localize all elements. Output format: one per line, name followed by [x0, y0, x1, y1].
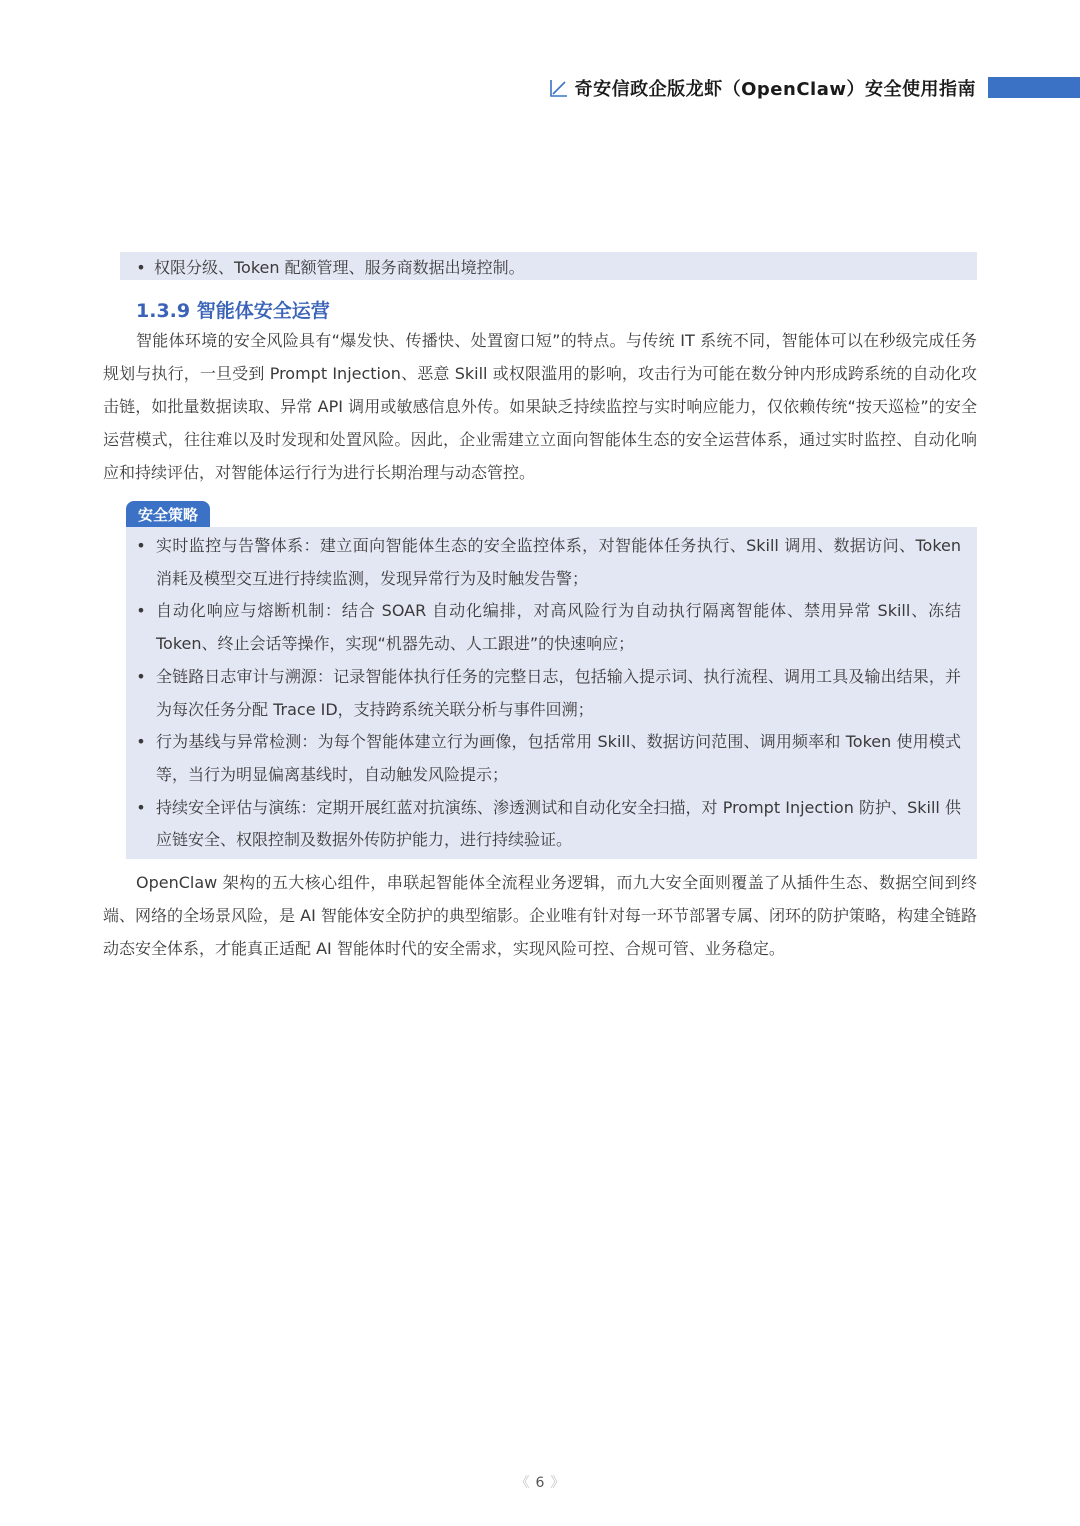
bullet-dot: •: [136, 797, 146, 817]
strategy-item-text: 全链路日志审计与溯源：记录智能体执行任务的完整日志，包括输入提示词、执行流程、调用工具及输出结果，并为每次任务分配 Trace ID，支持跨系统关联分析与事件回溯；: [156, 666, 961, 719]
page-number: [0, 1472, 1080, 1492]
top-bullet-text: 权限分级、Token 配额管理、服务商数据出境控制。: [154, 257, 525, 277]
page-number-value: 6: [535, 1475, 545, 1491]
bullet-dot: •: [136, 732, 146, 752]
strategy-item: [126, 792, 977, 857]
strategy-item: [126, 530, 977, 595]
strategy-box: [126, 527, 977, 859]
bullet-dot: •: [136, 666, 146, 686]
top-bullet-box: [120, 252, 977, 280]
chart-line-icon: [549, 78, 569, 98]
header-accent-bar: [988, 77, 1080, 98]
strategy-item-text: 实时监控与告警体系：建立面向智能体生态的安全监控体系，对智能体任务执行、Skill 调用、数据访问、Token 消耗及模型交互进行持续监测，发现异常行为及时触发告警；: [156, 536, 961, 588]
bullet-dot: •: [136, 257, 146, 277]
strategy-list: [126, 530, 977, 857]
page-bracket-left: 《: [515, 1475, 530, 1491]
strategy-tag: 安全策略: [126, 501, 210, 527]
strategy-item-text: 自动化响应与熔断机制：结合 SOAR 自动化编排，对高风险行为自动执行隔离智能体、禁用异常 Skill、冻结 Token、终止会话等操作，实现“机器先动、人工跟进”的快速响应；: [156, 601, 961, 654]
section-heading: 1.3.9 智能体安全运营: [136, 300, 330, 322]
strategy-item: [126, 661, 977, 726]
document-title: 奇安信政企版龙虾（OpenClaw）安全使用指南: [574, 79, 976, 100]
strategy-item-text: 行为基线与异常检测：为每个智能体建立行为画像，包括常用 Skill、数据访问范围、调用频率和 Token 使用模式等，当行为明显偏离基线时，自动触发风险提示；: [156, 732, 961, 784]
intro-paragraph: 智能体环境的安全风险具有“爆发快、传播快、处置窗口短”的特点。与传统 IT 系统不同，智能体可以在秒级完成任务规划与执行，一旦受到 Prompt Injection、恶意 Skill 或权限滥用的影响，攻击行为可能在数分钟内形成跨系统的自动化攻击链，如批量数据读取、异常 API 调用或敏感信息外传。如果缺乏持续监控与实时响应能力，仅依赖传统“按天巡检”的安全运营模式，往往难以及时发现和处置风险。因此，企业需建立立面向智能体生态的安全运营体系，通过实时监控、自动化响应和持续评估，对智能体运行行为进行长期治理与动态管控。: [103, 331, 977, 482]
page-header: [549, 72, 976, 104]
summary-paragraph: OpenClaw 架构的五大核心组件，串联起智能体全流程业务逻辑，而九大安全面则覆盖了从插件生态、数据空间到终端、网络的全场景风险，是 AI 智能体安全防护的典型缩影。企业唯有针对每一环节部署专属、闭环的防护策略，构建全链路动态安全体系，才能真正适配 AI 智能体时代的安全需求，实现风险可控、合规可管、业务稳定。: [103, 873, 977, 958]
strategy-item-text: 持续安全评估与演练：定期开展红蓝对抗演练、渗透测试和自动化安全扫描，对 Prompt Injection 防护、Skill 供应链安全、权限控制及数据外传防护能力，进行持续验证。: [156, 797, 961, 850]
strategy-item: [126, 595, 977, 660]
page-bracket-right: 》: [550, 1475, 565, 1491]
strategy-item: [126, 726, 977, 791]
top-bullet-line: [120, 255, 525, 278]
bullet-dot: •: [136, 601, 146, 621]
bullet-dot: •: [136, 536, 146, 555]
